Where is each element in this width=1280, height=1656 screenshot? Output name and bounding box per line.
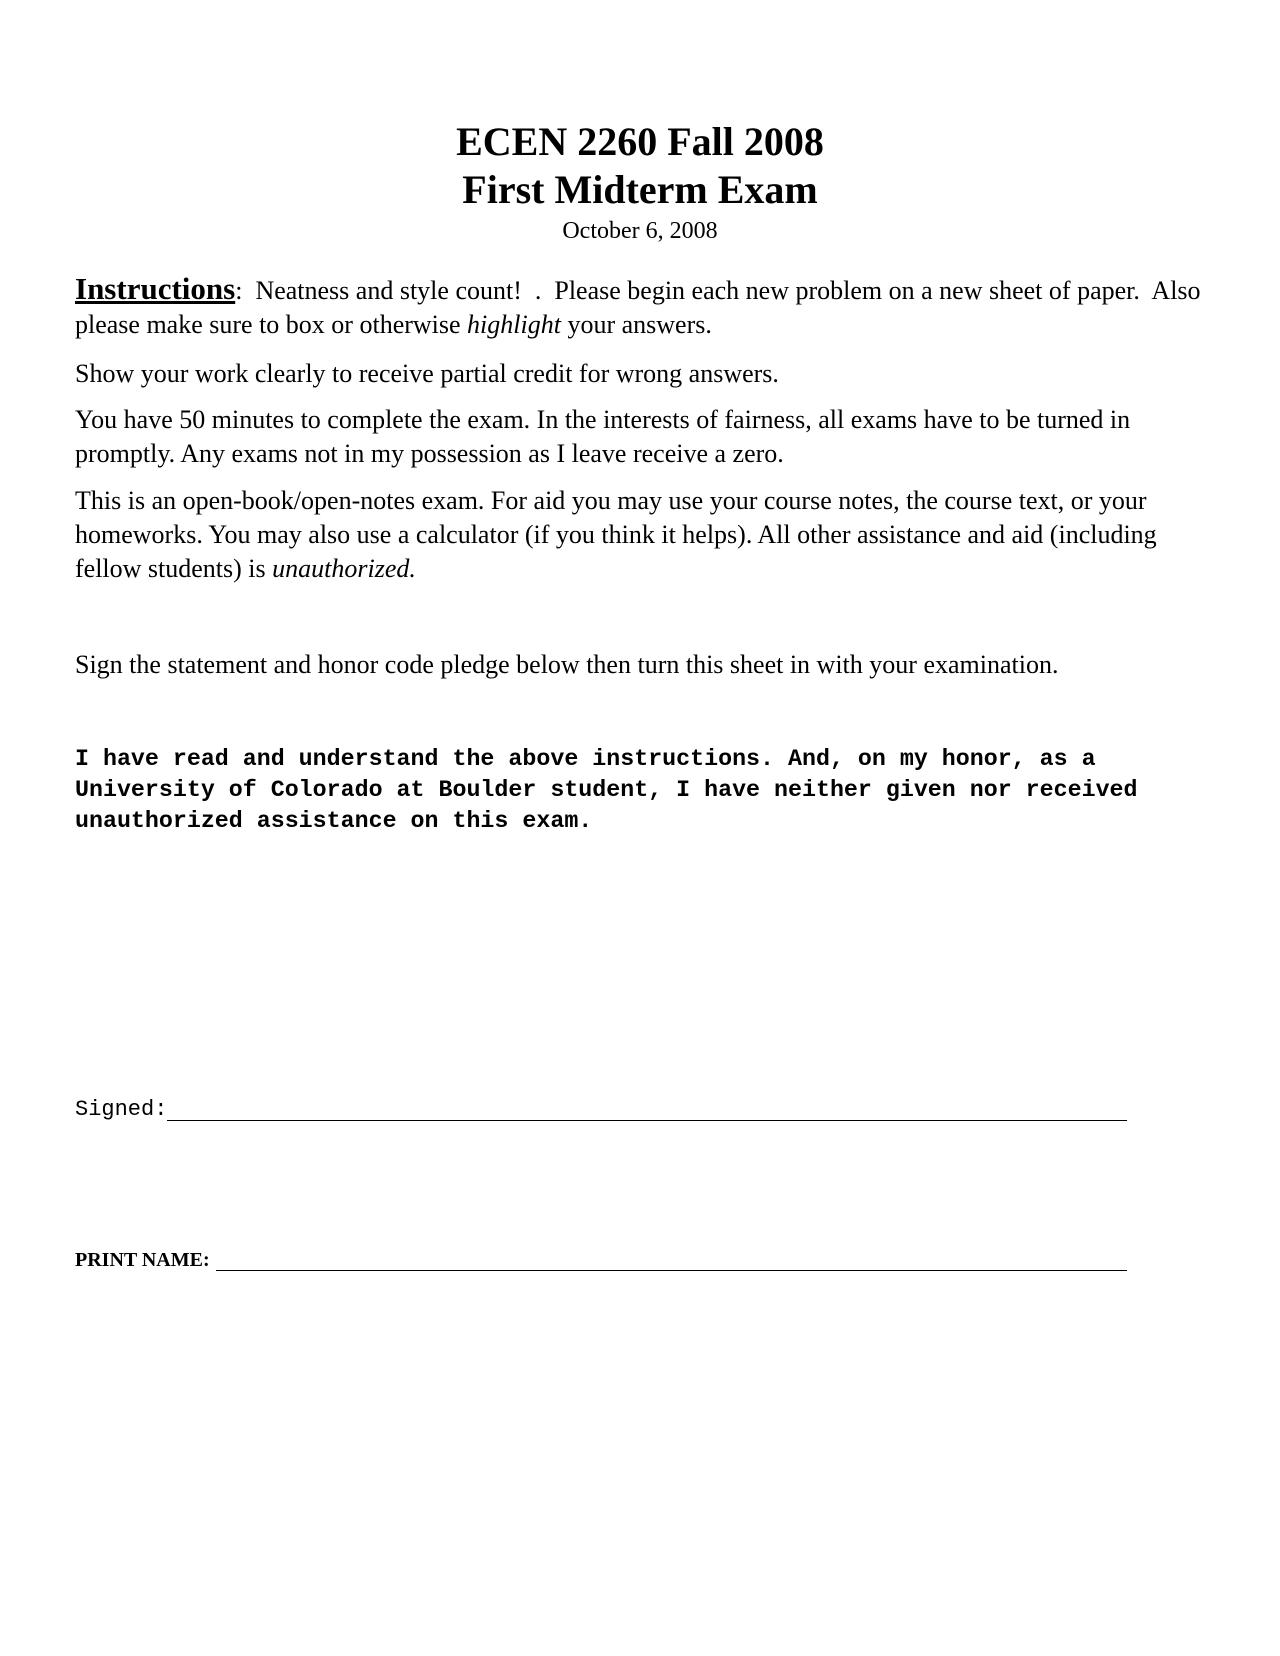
- instructions-text-part1: Neatness and style count! . Please begin each new problem on a new sheet of paper. Also please make sure to box or otherwise: [75, 276, 1208, 339]
- instructions-colon: :: [235, 276, 243, 305]
- sign-statement-paragraph: Sign the statement and honor code pledge below then turn this sheet in with your examination.: [75, 650, 1059, 679]
- honor-pledge: I have read and understand the above instructions. And, on my honor, as a University of Colorado at Boulder student, I have neither given nor received unauthorized assistance on this exam.: [75, 746, 1138, 834]
- open-book-paragraph: [75, 484, 1215, 586]
- open-book-text: This is an open-book/open-notes exam. For aid you may use your course notes, the course text, or your homeworks. You may also use a calculator (if you think it helps). All other assistance and aid (including fellow students) is: [75, 486, 1157, 583]
- signature-row: [75, 1096, 1127, 1123]
- signature-line[interactable]: [167, 1096, 1127, 1121]
- instructions-emphasis: highlight: [467, 310, 561, 339]
- signed-label: Signed:: [75, 1097, 168, 1122]
- exam-date: October 6, 2008: [562, 218, 718, 244]
- instructions-text-part2: your answers.: [560, 310, 712, 339]
- exam-title: First Midterm Exam: [462, 167, 818, 212]
- title-block: [0, 118, 1280, 246]
- print-name-label: PRINT NAME:: [75, 1249, 210, 1271]
- print-name-row: [75, 1248, 1127, 1272]
- time-limit-paragraph: You have 50 minutes to complete the exam. In the interests of fairness, all exams have to be turned in promptly. Any exams not in my possession as I leave receive a zero.: [75, 405, 1131, 468]
- unauthorized-emphasis: unauthorized.: [272, 554, 416, 583]
- course-title: ECEN 2260 Fall 2008: [456, 119, 824, 164]
- print-name-line[interactable]: [216, 1248, 1127, 1271]
- show-work-paragraph: Show your work clearly to receive partial credit for wrong answers.: [75, 359, 779, 388]
- instructions-paragraph: [75, 272, 1215, 342]
- instructions-label: Instructions: [75, 271, 236, 306]
